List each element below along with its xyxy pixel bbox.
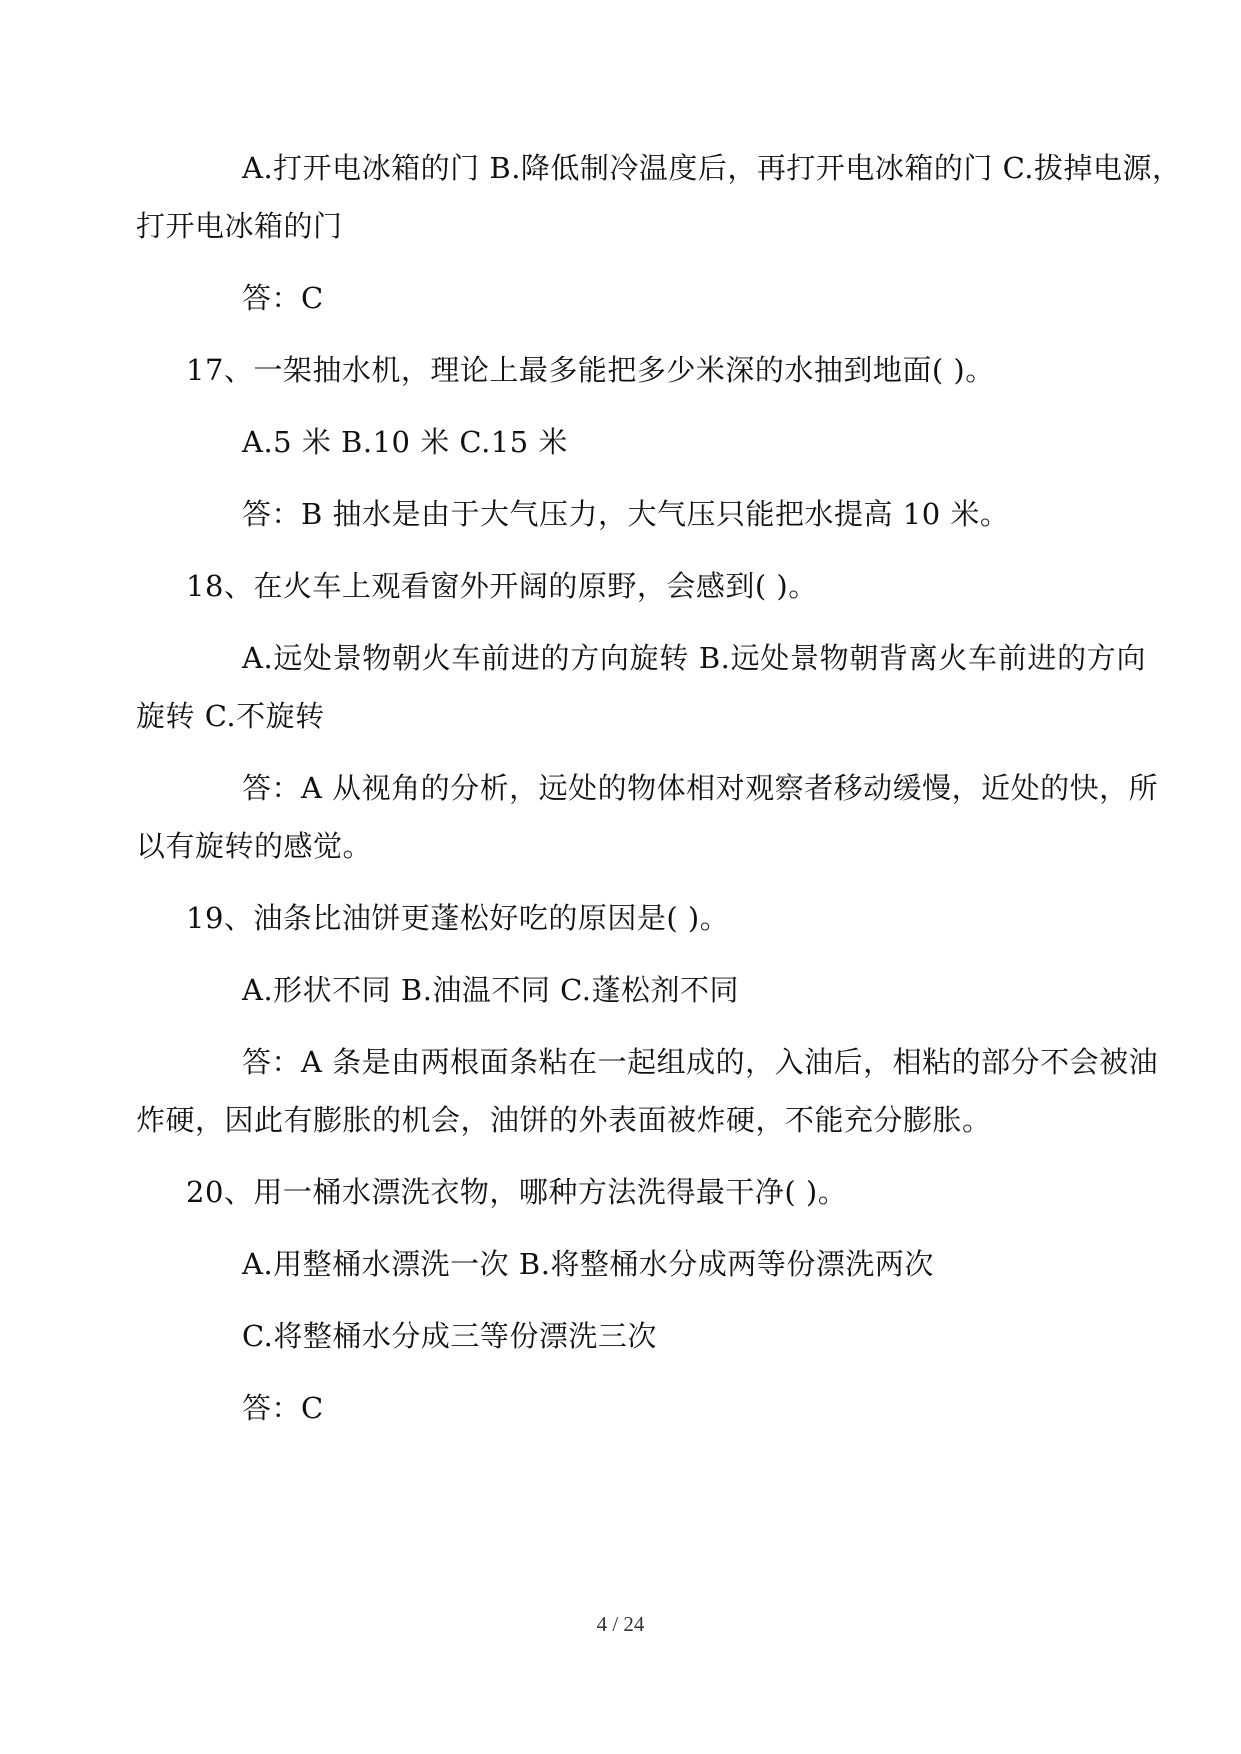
q20-question: 20、用一桶水漂洗衣物，哪种方法洗得最干净( )。 bbox=[186, 1175, 848, 1209]
q16-options-line2: 打开电冰箱的门 bbox=[136, 209, 343, 243]
q17-options: A.5 米 B.10 米 C.15 米 bbox=[242, 425, 568, 459]
q19-options: A.形状不同 B.油温不同 C.蓬松剂不同 bbox=[242, 973, 740, 1007]
q18-question: 18、在火车上观看窗外开阔的原野，会感到( )。 bbox=[186, 569, 818, 603]
q18-options-line1: A.远处景物朝火车前进的方向旋转 B.远处景物朝背离火车前进的方向 bbox=[242, 641, 1146, 675]
q19-answer-line2: 炸硬，因此有膨胀的机会，油饼的外表面被炸硬，不能充分膨胀。 bbox=[136, 1103, 992, 1137]
q19-question: 19、油条比油饼更蓬松好吃的原因是( )。 bbox=[186, 901, 730, 935]
q17-question: 17、一架抽水机，理论上最多能把多少米深的水抽到地面( )。 bbox=[186, 353, 995, 387]
q18-answer-line1: 答：A 从视角的分析，远处的物体相对观察者移动缓慢，近处的快，所 bbox=[242, 771, 1159, 805]
q18-options-line2: 旋转 C.不旋转 bbox=[136, 699, 325, 733]
q18-answer-line2: 以有旋转的感觉。 bbox=[136, 829, 373, 863]
q16-options-line1: A.打开电冰箱的门 B.降低制冷温度后，再打开电冰箱的门 C.拔掉电源， bbox=[242, 151, 1182, 185]
q20-answer: 答：C bbox=[242, 1391, 324, 1425]
q17-answer: 答：B 抽水是由于大气压力，大气压只能把水提高 10 米。 bbox=[242, 497, 1010, 531]
page-number: 4 / 24 bbox=[596, 1612, 645, 1636]
q19-answer-line1: 答：A 条是由两根面条粘在一起组成的，入油后，相粘的部分不会被油 bbox=[242, 1045, 1159, 1079]
q20-options-line2: C.将整桶水分成三等份漂洗三次 bbox=[242, 1319, 657, 1353]
q16-answer: 答：C bbox=[242, 281, 324, 315]
q20-options-line1: A.用整桶水漂洗一次 B.将整桶水分成两等份漂洗两次 bbox=[242, 1247, 934, 1281]
